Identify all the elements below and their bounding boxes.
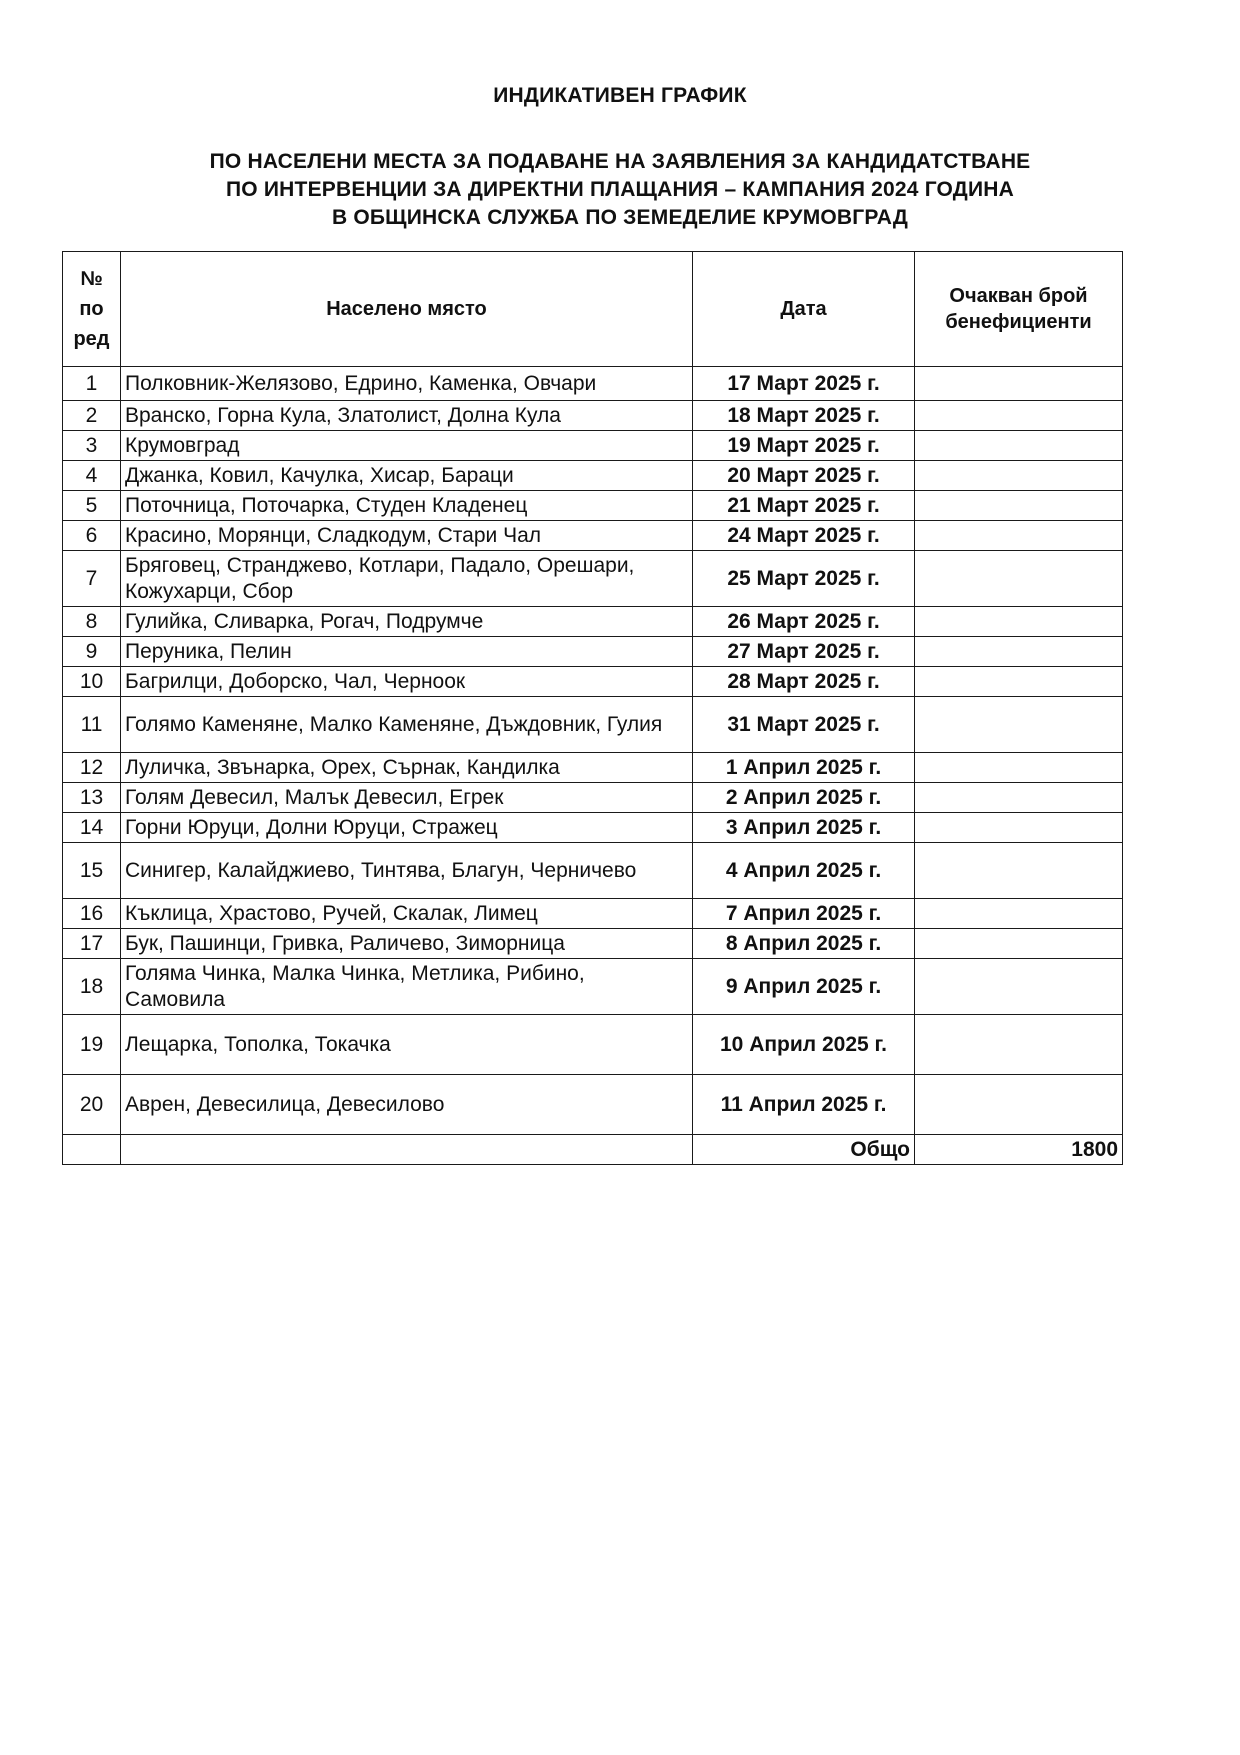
row-place: Голямо Каменяне, Малко Каменяне, Дъждовник, Гулия [121, 697, 693, 753]
row-date: 9 Април 2025 г. [693, 959, 915, 1015]
table-header-row [63, 252, 1123, 367]
document-subtitle-line-1: ПО НАСЕЛЕНИ МЕСТА ЗА ПОДАВАНЕ НА ЗАЯВЛЕНИЯ ЗА КАНДИДАТСТВАНЕ [209, 150, 1031, 173]
row-beneficiaries [915, 401, 1123, 431]
row-date: 27 Март 2025 г. [693, 637, 915, 667]
row-number: 7 [63, 551, 121, 607]
table-row [63, 461, 1123, 491]
table-row [63, 899, 1123, 929]
row-beneficiaries [915, 783, 1123, 813]
column-header-date: Дата [693, 252, 915, 367]
row-number: 13 [63, 783, 121, 813]
row-number: 17 [63, 929, 121, 959]
row-place: Голям Девесил, Малък Девесил, Егрек [121, 783, 693, 813]
row-place: Джанка, Ковил, Качулка, Хисар, Бараци [121, 461, 693, 491]
total-empty-cell [121, 1135, 693, 1165]
table-row [63, 783, 1123, 813]
row-date: 2 Април 2025 г. [693, 783, 915, 813]
document-subtitle-line-3: В ОБЩИНСКА СЛУЖБА ПО ЗЕМЕДЕЛИЕ КРУМОВГРАД [331, 206, 909, 229]
row-number: 19 [63, 1015, 121, 1075]
row-number: 18 [63, 959, 121, 1015]
row-beneficiaries [915, 461, 1123, 491]
table-row [63, 431, 1123, 461]
table-row [63, 551, 1123, 607]
row-place: Бряговец, Странджево, Котлари, Падало, Орешари, Кожухарци, Сбор [121, 551, 693, 607]
column-header-place: Населено място [121, 252, 693, 367]
table-row [63, 521, 1123, 551]
row-place: Гулийка, Сливарка, Рогач, Подрумче [121, 607, 693, 637]
row-date: 28 Март 2025 г. [693, 667, 915, 697]
total-value: 1800 [915, 1135, 1123, 1165]
column-header-number: № по ред [63, 252, 121, 367]
row-beneficiaries [915, 521, 1123, 551]
row-place: Красино, Морянци, Сладкодум, Стари Чал [121, 521, 693, 551]
row-beneficiaries [915, 551, 1123, 607]
table-row [63, 753, 1123, 783]
row-place: Луличка, Звънарка, Орех, Сърнак, Кандилка [121, 753, 693, 783]
row-number: 2 [63, 401, 121, 431]
row-date: 8 Април 2025 г. [693, 929, 915, 959]
table-row [63, 667, 1123, 697]
row-number: 16 [63, 899, 121, 929]
row-place: Къклица, Храстово, Ручей, Скалак, Лимец [121, 899, 693, 929]
table-row [63, 697, 1123, 753]
row-date: 11 Април 2025 г. [693, 1075, 915, 1135]
row-number: 4 [63, 461, 121, 491]
row-beneficiaries [915, 367, 1123, 401]
row-number: 14 [63, 813, 121, 843]
row-place: Лещарка, Тополка, Токачка [121, 1015, 693, 1075]
row-beneficiaries [915, 667, 1123, 697]
row-beneficiaries [915, 1075, 1123, 1135]
row-place: Полковник-Желязово, Едрино, Каменка, Овчари [121, 367, 693, 401]
row-date: 4 Април 2025 г. [693, 843, 915, 899]
total-row [63, 1135, 1123, 1165]
row-beneficiaries [915, 959, 1123, 1015]
table-row [63, 929, 1123, 959]
row-beneficiaries [915, 637, 1123, 667]
row-number: 11 [63, 697, 121, 753]
table-row [63, 843, 1123, 899]
row-date: 26 Март 2025 г. [693, 607, 915, 637]
row-place: Перуника, Пелин [121, 637, 693, 667]
row-date: 19 Март 2025 г. [693, 431, 915, 461]
row-date: 7 Април 2025 г. [693, 899, 915, 929]
row-date: 31 Март 2025 г. [693, 697, 915, 753]
row-place: Синигер, Калайджиево, Тинтява, Благун, Черничево [121, 843, 693, 899]
table-row [63, 1075, 1123, 1135]
table-row [63, 401, 1123, 431]
total-label: Общо [693, 1135, 915, 1165]
row-number: 8 [63, 607, 121, 637]
row-beneficiaries [915, 607, 1123, 637]
row-place: Аврен, Девесилица, Девесилово [121, 1075, 693, 1135]
row-place: Поточница, Поточарка, Студен Кладенец [121, 491, 693, 521]
row-date: 24 Март 2025 г. [693, 521, 915, 551]
row-number: 12 [63, 753, 121, 783]
row-place: Горни Юруци, Долни Юруци, Стражец [121, 813, 693, 843]
document-subtitle-line-2: ПО ИНТЕРВЕНЦИИ ЗА ДИРЕКТНИ ПЛАЩАНИЯ – КАМПАНИЯ 2024 ГОДИНА [226, 178, 1014, 201]
table-row [63, 1015, 1123, 1075]
row-date: 1 Април 2025 г. [693, 753, 915, 783]
document-title: ИНДИКАТИВЕН ГРАФИК [493, 84, 747, 107]
row-place: Вранско, Горна Кула, Златолист, Долна Кула [121, 401, 693, 431]
table-row [63, 491, 1123, 521]
row-date: 3 Април 2025 г. [693, 813, 915, 843]
row-beneficiaries [915, 491, 1123, 521]
row-place: Багрилци, Доборско, Чал, Черноок [121, 667, 693, 697]
row-date: 20 Март 2025 г. [693, 461, 915, 491]
row-number: 3 [63, 431, 121, 461]
row-date: 17 Март 2025 г. [693, 367, 915, 401]
row-date: 18 Март 2025 г. [693, 401, 915, 431]
row-place: Крумовград [121, 431, 693, 461]
row-number: 20 [63, 1075, 121, 1135]
row-number: 1 [63, 367, 121, 401]
row-place: Бук, Пашинци, Гривка, Раличево, Зиморница [121, 929, 693, 959]
row-beneficiaries [915, 753, 1123, 783]
row-number: 9 [63, 637, 121, 667]
row-beneficiaries [915, 929, 1123, 959]
row-number: 10 [63, 667, 121, 697]
row-number: 5 [63, 491, 121, 521]
row-beneficiaries [915, 1015, 1123, 1075]
row-beneficiaries [915, 843, 1123, 899]
row-place: Голяма Чинка, Малка Чинка, Метлика, Рибино, Самовила [121, 959, 693, 1015]
total-empty-cell [63, 1135, 121, 1165]
table-row [63, 367, 1123, 401]
schedule-table [62, 251, 1123, 1165]
row-date: 10 Април 2025 г. [693, 1015, 915, 1075]
table-row [63, 959, 1123, 1015]
row-beneficiaries [915, 813, 1123, 843]
row-beneficiaries [915, 899, 1123, 929]
row-number: 15 [63, 843, 121, 899]
table-row [63, 607, 1123, 637]
row-beneficiaries [915, 697, 1123, 753]
row-date: 21 Март 2025 г. [693, 491, 915, 521]
table-row [63, 637, 1123, 667]
column-header-beneficiaries: Очакван брой бенефициенти [915, 252, 1123, 367]
row-beneficiaries [915, 431, 1123, 461]
row-date: 25 Март 2025 г. [693, 551, 915, 607]
table-row [63, 813, 1123, 843]
row-number: 6 [63, 521, 121, 551]
